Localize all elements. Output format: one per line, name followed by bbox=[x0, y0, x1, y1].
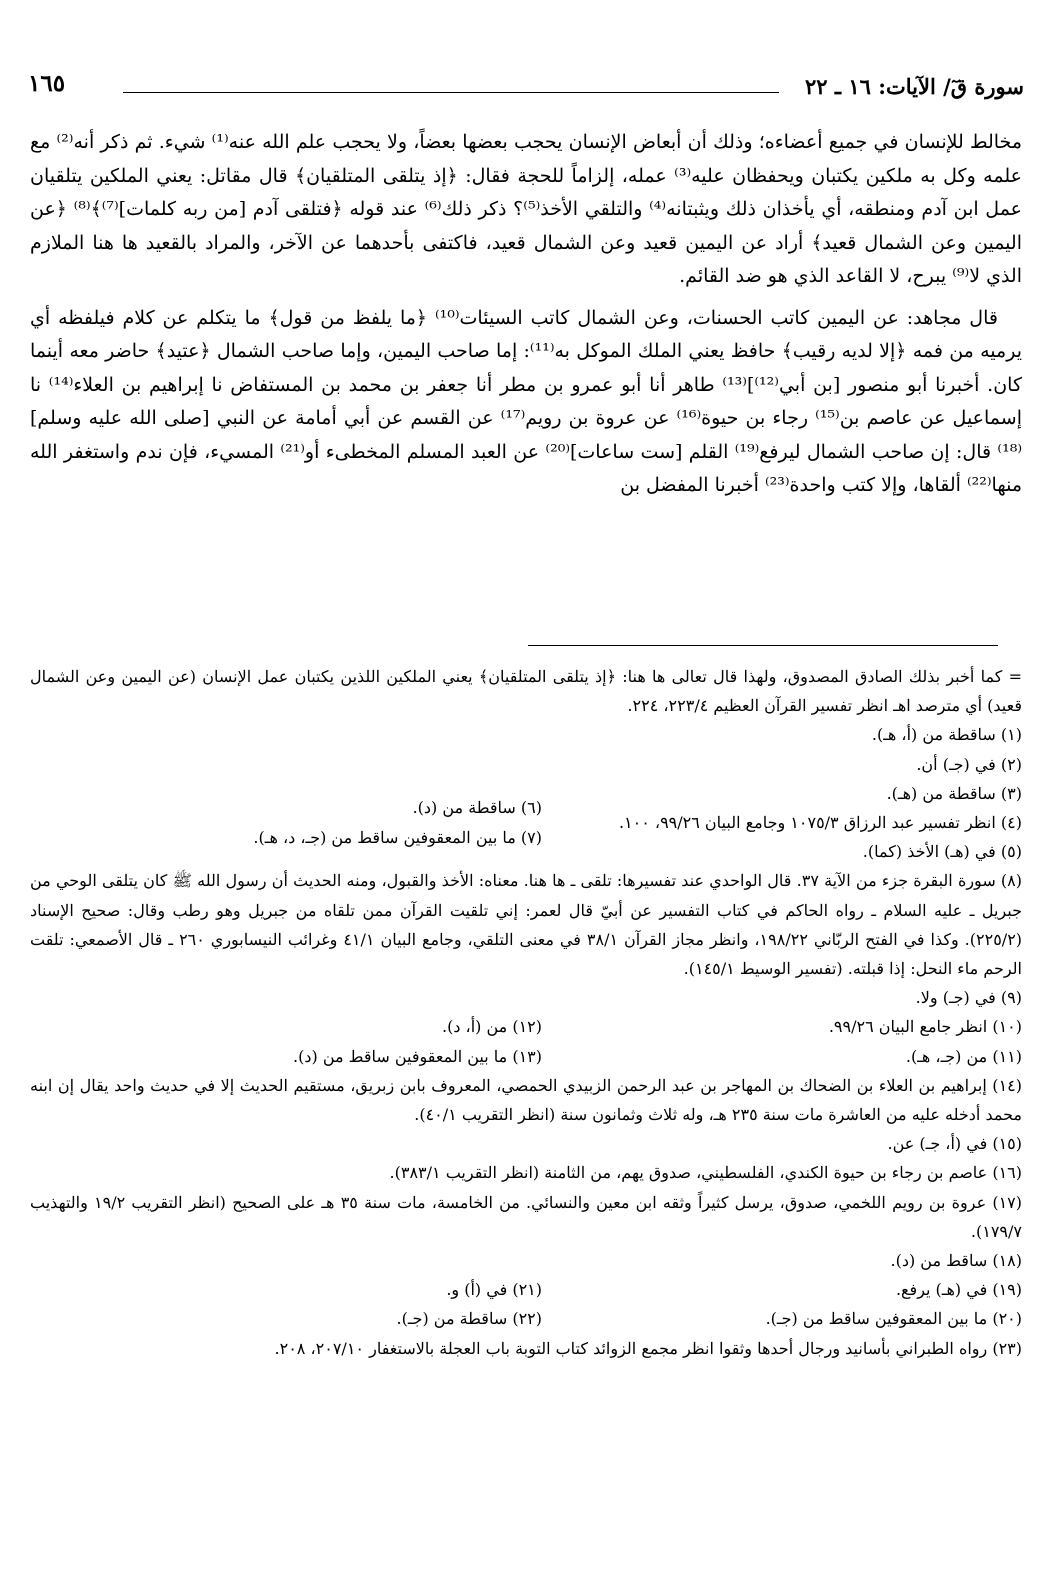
footnote-13: (١٣) ما بين المعقوفين ساقط من (د). bbox=[293, 1046, 542, 1066]
page-number: ١٦٥ bbox=[28, 70, 66, 97]
footnote-10: (١٠) انظر جامع البيان ٩٩/٢٦. bbox=[828, 1017, 1022, 1037]
running-header bbox=[28, 70, 1024, 104]
main-paragraph-2: قال مجاهد: عن اليمين كاتب الحسنات، وعن الشمال كاتب السيئات⁽¹⁰⁾ ﴿ما يلفظ من قول﴾ ما يتكلم عن كلام فيلفظه أي يرميه من فمه ﴿إلا لديه رقيب﴾ حافظ يعني الملك الموكل به⁽¹¹⁾: إما صاحب اليمين، وإما صاحب الشمال ﴿عتيد﴾ حاضر معه أينما كان. أخبرنا أبو منصور [بن أبي⁽¹²⁾]⁽¹³⁾ طاهر أنا أبو عمرو بن مطر أنا جعفر بن محمد بن المستفاض نا إبراهيم بن العلاء⁽¹⁴⁾ نا إسماعيل عن عاصم بن⁽¹⁵⁾ رجاء بن حيوة⁽¹⁶⁾ عن عروة بن رويم⁽¹⁷⁾ عن القسم عن أبي أمامة عن النبي [صلى الله عليه وسلم]⁽¹⁸⁾ قال: إن صاحب الشمال ليرفع⁽¹⁹⁾ القلم [ست ساعات]⁽²⁰⁾ عن العبد المسلم المخطىء أو⁽²¹⁾ المسيء، فإن ندم واستغفر الله منها⁽²²⁾ ألقاها، وإلا كتب واحدة⁽²³⁾ أخبرنا المفضل بن bbox=[30, 306, 1022, 496]
footnote-9: (٩) في (جـ) ولا. bbox=[915, 988, 1022, 1008]
footnote-21: (٢١) في (أ) و. bbox=[446, 1280, 542, 1300]
footnote-18: (١٨) ساقط من (د). bbox=[890, 1251, 1022, 1271]
footnote-separator bbox=[528, 645, 998, 646]
header-rule bbox=[123, 92, 779, 93]
footnote-20: (٢٠) ما بين المعقوفين ساقط من (جـ). bbox=[765, 1309, 1022, 1329]
footnote-8: (٨) سورة البقرة جزء من الآية ٣٧. قال الواحدي عند تفسيرها: تلقى ـ ها هنا. معناه: الأخذ والقبول، ومنه الحديث أن رسول الله ﷺ كان يتلقى الوحي من جبريل ـ عليه السلام ـ رواه الحاكم في كتاب التفسير عن أبيّ قال لعمر: إني تلقيت القرآن ممن تلقاه من جبريل وهو رطب وقال: صحيح الإسناد (٢٢٥/٢). وكذا في الفتح الربّاني ١٩٨/٢٢، وانظر مجاز القرآن ٣٨/١ في معنى التلقي، وجامع البيان ٤١/١ وغرائب النيسابوري ٢٦٠ ـ قال الأصمعي: تلقت الرحم ماء النحل: إذا قبلته. (تفسير الوسيط ١٤٥/١). bbox=[30, 871, 1023, 979]
surah-title: سورة قٓ/ الآيات: ١٦ ـ ٢٢ bbox=[805, 74, 1024, 99]
footnote-4: (٤) انظر تفسير عبد الرزاق ١٠٧٥/٣ وجامع البيان ٩٩/٢٦، ١٠٠. bbox=[618, 813, 1022, 833]
main-paragraph-1: مخالط للإنسان في جميع أعضاءه؛ وذلك أن أبعاض الإنسان يحجب بعضها بعضاً، ولا يحجب علم الله عنه⁽¹⁾ شيء. ثم ذكر أنه⁽²⁾ مع علمه وكل به ملكين يكتبان ويحفظان عليه⁽³⁾ عمله، إلزاماً للحجة فقال: ﴿إذ يتلقى المتلقيان﴾ قال مقاتل: يعني الملكين يتلقيان عمل ابن آدم ومنطقه، أي يأخذان ذلك ويثبتانه⁽⁴⁾ والتلقي الأخذ⁽⁵⁾؟ ذكر ذلك⁽⁶⁾ عند قوله ﴿فتلقى آدم [من ربه كلمات]⁽⁷⁾﴾⁽⁸⁾ ﴿عن اليمين وعن الشمال قعيد﴾ أراد عن اليمين قعيد وعن الشمال قعيد، فاكتفى بأحدهما عن الآخر، والمراد بالقعيد ها هنا الملازم الذي لا⁽⁹⁾ يبرح، لا القاعد الذي هو ضد القائم. bbox=[30, 131, 1023, 287]
footnote-1: (١) ساقطة من (أ، هـ). bbox=[871, 725, 1022, 745]
footnote-7: (٧) ما بين المعقوفين ساقط من (جـ، د، هـ). bbox=[253, 827, 542, 847]
footnote-3: (٣) ساقطة من (هـ). bbox=[886, 783, 1022, 803]
footnote-23: (٢٣) رواه الطبراني بأسانيد ورجال أحدها وثقوا انظر مجمع الزوائد كتاب التوبة باب العجلة بالاستغفار ٢٠٧/١٠، ٢٠٨. bbox=[274, 1338, 1022, 1358]
footnote-columns bbox=[30, 1012, 1022, 1070]
footnote-2: (٢) في (جـ) أن. bbox=[916, 754, 1022, 774]
footnote-12: (١٢) من (أ، د). bbox=[442, 1017, 542, 1037]
footnote-columns bbox=[30, 779, 1022, 867]
footnote-5: (٥) في (هـ) الأخذ (كما). bbox=[862, 842, 1022, 862]
footnote-continuation: = كما أخبر بذلك الصادق المصدوق، ولهذا قال تعالى ها هنا: ﴿إذ يتلقى المتلقيان﴾ يعني الملكين اللذين يكتبان عمل الإنسان (عن اليمين وعن الشمال قعيد) أي مترصد اهـ انظر تفسير القرآن العظيم ٢٢٣/٤، ٢٢٤. bbox=[30, 667, 1022, 716]
main-text bbox=[30, 126, 1022, 503]
footnote-17: (١٧) عروة بن رويم اللخمي، صدوق، يرسل كثيراً وثقه ابن معين والنسائي. من الخامسة، مات سنة ٣٥ هـ على الصحيح (انظر التقريب ١٩/٢ والتهذيب ١٧٩/٧). bbox=[30, 1192, 1023, 1241]
footnote-11: (١١) من (جـ، هـ). bbox=[905, 1046, 1022, 1066]
footnote-6: (٦) ساقطة من (د). bbox=[412, 798, 542, 818]
footnote-columns bbox=[30, 1275, 1022, 1333]
footnote-19: (١٩) في (هـ) يرفع. bbox=[895, 1280, 1022, 1300]
footnotes bbox=[30, 662, 1022, 1363]
footnote-15: (١٥) في (أ، جـ) عن. bbox=[887, 1134, 1022, 1154]
footnote-16: (١٦) عاصم بن رجاء بن حيوة الكندي، الفلسطيني، صدوق يهم، من الثامنة (انظر التقريب ٣٨٣/١). bbox=[389, 1163, 1022, 1183]
footnote-22: (٢٢) ساقطة من (جـ). bbox=[396, 1309, 542, 1329]
footnote-14: (١٤) إبراهيم بن العلاء بن الضحاك بن المهاجر بن عبد الرحمن الزبيدي الحمصي، المعروف بابن زبريق، مستقيم الحديث إلا في حديث واحد يقال إن ابنه محمد أدخله عليه من العاشرة مات سنة ٢٣٥ هـ، وله ثلاث وثمانون سنة (انظر التقريب ٤٠/١). bbox=[30, 1075, 1022, 1125]
